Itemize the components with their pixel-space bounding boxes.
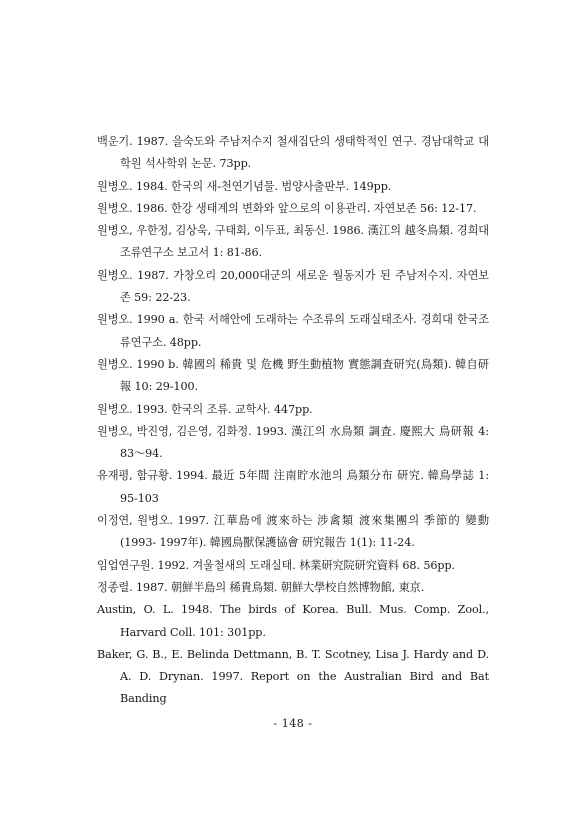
reference-entry: 정종렬. 1987. 朝鮮半島의 稀貴鳥類. 朝鮮大學校自然博物館, 東京. [97,580,425,594]
reference-entry: 원병오. 1993. 한국의 조류. 교학사. 447pp. [97,402,313,416]
reference-entry: 원병오, 우한정, 김상욱, 구태회, 이두표, 최동신. 1986. 漢江의 越冬鳥類. 경희대조류연구소 보고서 1: 81-86. [97,224,489,260]
reference-entry: 원병오, 박진영, 김은영, 김화정. 1993. 漢江의 水鳥類 調査. 慶熙大 鳥研報 4: 83～94. [97,424,489,461]
reference-entry: 원병오. 1984. 한국의 새-천연기념물. 범양사출판부. 149pp. [97,179,392,193]
reference-entry: 유재평, 함규황. 1994. 最近 5年間 注南貯水池의 鳥類分布 研究. 韓鳥學誌 1: 95-103 [97,469,489,505]
page-number: - 148 - [273,717,313,730]
reference-entry: 원병오. 1990 b. 韓國의 稀貴 및 危機 野生動植物 實態調査研究(鳥類). 韓自研報 10: 29-100. [97,357,489,394]
reference-entry: 임업연구원. 1992. 겨울철새의 도래실태. 林業研究院研究資料 68. 56pp. [97,558,455,572]
reference-entry: 원병오. 1990 a. 한국 서해안에 도래하는 수조류의 도래실태조사. 경희대 한국조류연구소. 48pp. [97,313,489,349]
reference-entry: 이정연, 원병오. 1997. 江華島에 渡來하는 涉禽類 渡來集團의 季節的 變動 (1993- 1997年). 韓國鳥獸保護協會 研究報告 1(1): 11-24. [97,514,489,550]
reference-entry: Austin, O. L. 1948. The birds of Korea. Bull. Mus. Comp. Zool., Harvard Coll. 101: 301pp. [97,603,489,639]
reference-entry: 원병오. 1987. 가창오리 20,000대군의 새로운 월동지가 된 주남저수지. 자연보존 59: 22-23. [97,268,489,305]
reference-entry: Baker, G. B., E. Belinda Dettmann, B. T. Scotney, Lisa J. Hardy and D. A. D. Drynan. 1997. Report on the Australian Bird and Bat Banding [97,647,489,706]
reference-entry: 원병오. 1986. 한강 생태계의 변화와 앞으로의 이용관리. 자연보존 56: 12-17. [97,201,477,215]
reference-entry: 백운기. 1987. 을숙도와 주남저수지 철새집단의 생태학적인 연구. 경남대학교 대학원 석사학위 논문. 73pp. [97,135,489,171]
reference-list [97,131,489,711]
